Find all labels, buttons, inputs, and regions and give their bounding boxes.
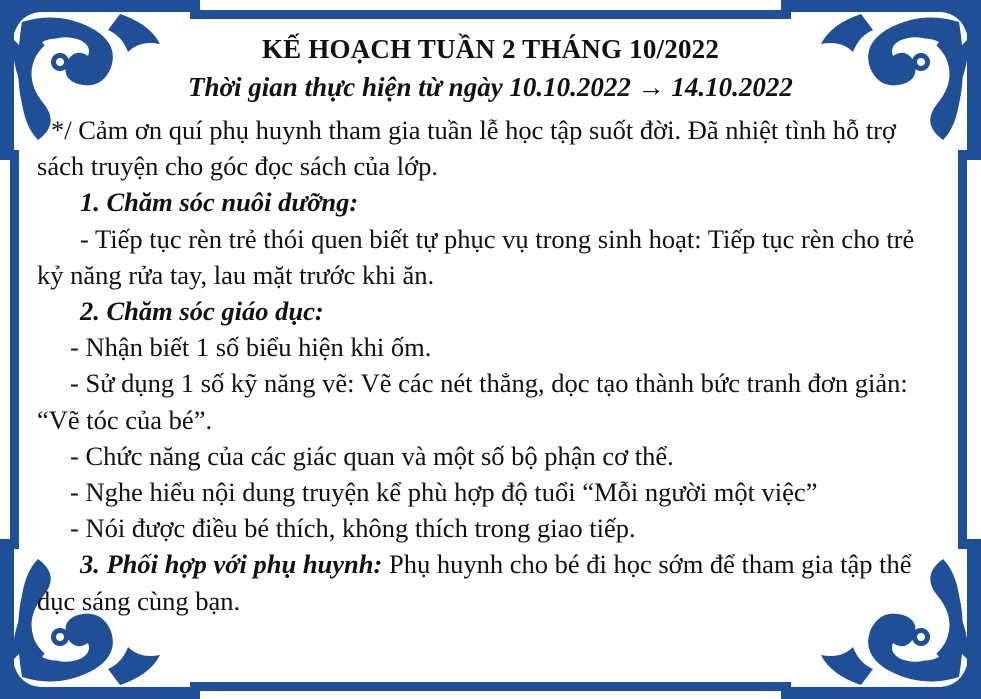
border-right (958, 150, 967, 549)
section3-text: Phụ huynh cho bé đi học sớm để tham gia tập thể dục sáng cùng bạn. (37, 549, 912, 616)
border-left (10, 150, 19, 549)
section1-item: - Tiếp tục rèn trẻ thói quen biết tự phục vụ trong sinh hoạt: Tiếp tục rèn cho trẻ kỷ năng rửa tay, lau mặt trước khi ăn. (37, 223, 915, 290)
document-subtitle: Thời gian thực hiện từ ngày 10.10.2022 → 14.10.2022 (188, 72, 793, 102)
document-title: KẾ HOẠCH TUẦN 2 THÁNG 10/2022 (261, 34, 720, 64)
section2-item: - Nói được điều bé thích, không thích trong giao tiếp. (70, 513, 636, 544)
section3-heading: 3. Phối hợp với phụ huynh: (80, 549, 383, 580)
intro-paragraph: */ Cảm ơn quí phụ huynh tham gia tuần lễ học tập suốt đời. Đã nhiệt tình hỗ trợ sách truyện cho góc đọc sách của lớp. (37, 115, 897, 182)
section2-item: - Sử dụng 1 số kỹ năng vẽ: Vẽ các nét thẳng, dọc tạo thành bức tranh đơn giản: “Vẽ tóc của bé”. (37, 368, 908, 435)
border-bottom (190, 682, 791, 691)
section2-item: - Nhận biết 1 số biểu hiện khi ốm. (70, 332, 432, 363)
section2-item: - Nghe hiểu nội dung truyện kể phù hợp độ tuổi “Mỗi người một việc” (70, 477, 818, 508)
section2-heading: 2. Chăm sóc giáo dục: (80, 296, 324, 327)
section3-paragraph (37, 546, 942, 618)
document-body (37, 112, 942, 619)
section1-heading: 1. Chăm sóc nuôi dưỡng: (80, 187, 359, 218)
border-top (190, 10, 791, 19)
section2-item: - Chức năng của các giác quan và một số bộ phận cơ thể. (70, 440, 674, 471)
